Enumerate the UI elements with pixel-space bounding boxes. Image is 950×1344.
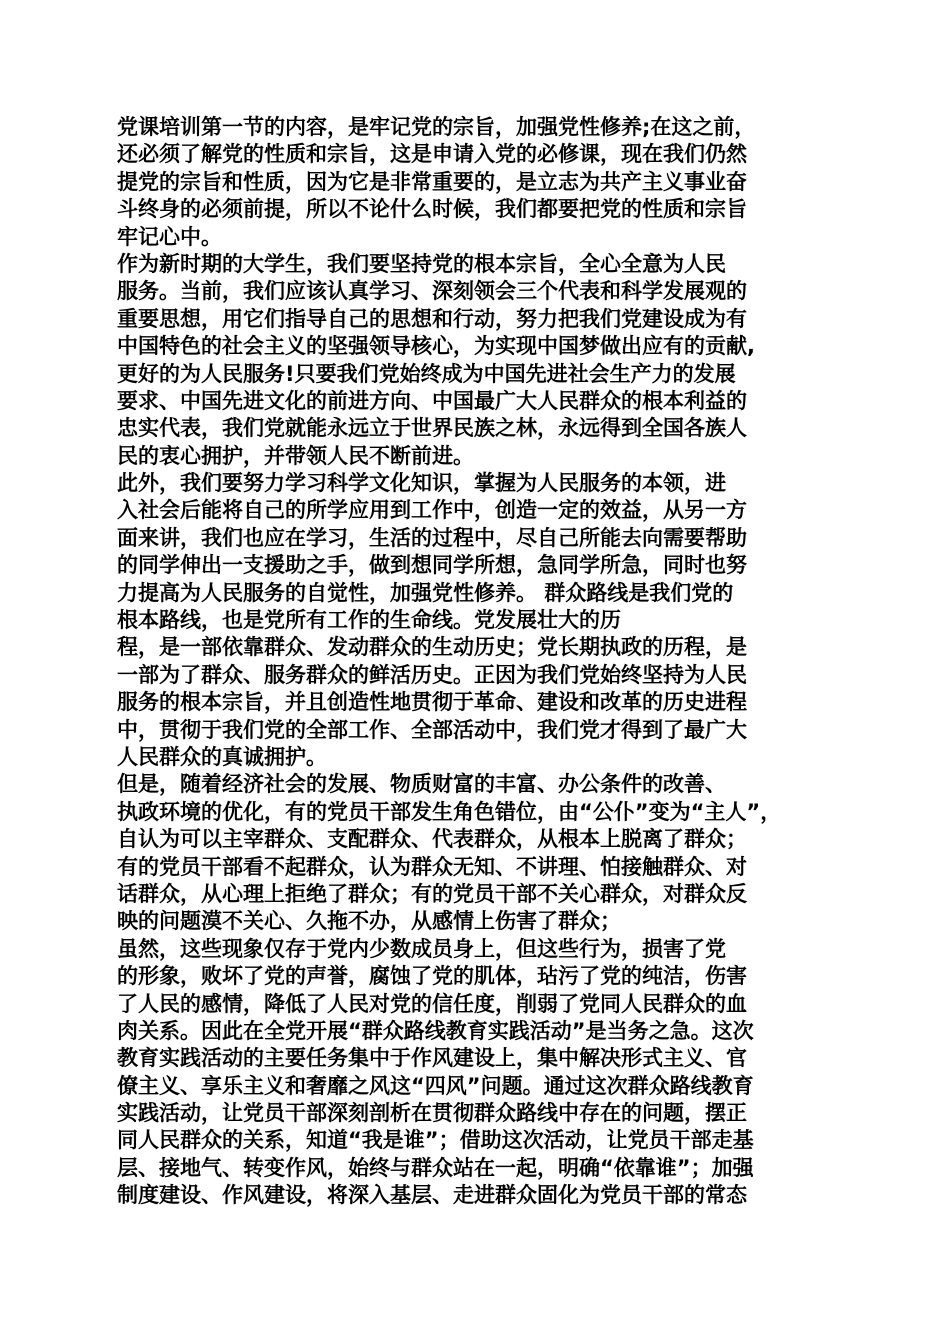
text-line: 力提高为人民服务的自觉性，加强党性修养。 群众路线是我们党的 (117, 580, 734, 605)
text-line: 有的党员干部看不起群众，认为群众无知、不讲理、怕接触群众、对 (117, 854, 747, 879)
document-body-text (117, 114, 847, 1210)
text-line: 人民群众的真诚拥护。 (117, 744, 327, 769)
text-line: 重要思想，用它们指导自己的思想和行动，努力把我们党建设成为有 (117, 306, 747, 331)
text-line: 的形象，败坏了党的声誉，腐蚀了党的肌体，玷污了党的纯洁，伤害 (117, 964, 747, 989)
text-line: 斗终身的必须前提，所以不论什么时候，我们都要把党的性质和宗旨 (117, 197, 747, 222)
text-line: 程，是一部依靠群众、发动群众的生动历史；党长期执政的历程，是 (117, 635, 747, 660)
text-line: 话群众，从心理上拒绝了群众；有的党员干部不关心群众，对群众反 (117, 881, 747, 906)
text-line: 服务。当前，我们应该认真学习、深刻领会三个代表和科学发展观的 (117, 279, 747, 304)
text-line: 映的问题漠不关心、久拖不办，从感情上伤害了群众； (117, 909, 621, 934)
text-line: 根本路线，也是党所有工作的生命线。党发展壮大的历 (117, 608, 621, 633)
text-line: 面来讲，我们也应在学习，生活的过程中，尽自己所能去向需要帮助 (117, 525, 747, 550)
text-line: 中国特色的社会主义的坚强领导核心，为实现中国梦做出应有的贡献, (117, 334, 755, 359)
text-line: 忠实代表，我们党就能永远立于世界民族之林，永远得到全国各族人 (117, 416, 747, 441)
text-line: 民的衷心拥护，并带领人民不断前进。 (117, 443, 474, 468)
text-line: 党课培训第一节的内容，是牢记党的宗旨，加强党性修养;在这之前， (117, 115, 756, 139)
text-line: 入社会后能将自己的所学应用到工作中，创造一定的效益，从另一方 (117, 498, 747, 523)
text-line: 服务的根本宗旨，并且创造性地贯彻于革命、建设和改革的历史进程 (117, 690, 747, 715)
text-line: 要求、中国先进文化的前进方向、中国最广大人民群众的根本利益的 (117, 388, 747, 413)
text-line: 的同学伸出一支援助之手，做到想同学所想，急同学所急，同时也努 (117, 553, 747, 578)
text-line: 制度建设、作风建设，将深入基层、走进群众固化为党员干部的常态 (117, 1183, 747, 1208)
text-line: 肉关系。因此在全党开展“群众路线教育实践活动”是当务之急。这次 (117, 1018, 754, 1043)
text-line: 实践活动，让党员干部深刻剖析在贯彻群众路线中存在的问题，摆正 (117, 1101, 747, 1126)
text-line: 作为新时期的大学生，我们要坚持党的根本宗旨，全心全意为人民 (117, 251, 726, 276)
text-line: 层、接地气、转变作风，始终与群众站在一起，明确“依靠谁”；加强 (117, 1155, 754, 1180)
text-line: 中，贯彻于我们党的全部工作、全部活动中，我们党才得到了最广大 (117, 717, 747, 742)
text-line: 执政环境的优化，有的党员干部发生角色错位，由“公仆”变为“主人”， (117, 799, 782, 824)
text-line: 但是，随着经济社会的发展、物质财富的丰富、办公条件的改善、 (117, 772, 726, 797)
text-line: 提党的宗旨和性质，因为它是非常重要的，是立志为共产主义事业奋 (117, 169, 747, 194)
text-line: 僚主义、享乐主义和奢靡之风这“四风”问题。通过这次群众路线教育 (117, 1073, 754, 1098)
text-line: 更好的为人民服务!只要我们党始终成为中国先进社会生产力的发展 (117, 361, 736, 386)
text-line: 还必须了解党的性质和宗旨，这是申请入党的必修课，现在我们仍然 (117, 142, 747, 167)
text-line: 同人民群众的关系，知道“我是谁”；借助这次活动，让党员干部走基 (117, 1128, 754, 1153)
text-line: 此外，我们要努力学习科学文化知识，掌握为人民服务的本领，进 (117, 471, 726, 496)
text-line: 教育实践活动的主要任务集中于作风建设上，集中解决形式主义、官 (117, 1046, 747, 1071)
text-line: 一部为了群众、服务群众的鲜活历史。正因为我们党始终坚持为人民 (117, 662, 747, 687)
text-line: 了人民的感情，降低了人民对党的信任度，削弱了党同人民群众的血 (117, 991, 747, 1016)
text-line: 自认为可以主宰群众、支配群众、代表群众，从根本上脱离了群众； (117, 827, 747, 852)
text-line: 虽然，这些现象仅存于党内少数成员身上，但这些行为，损害了党 (117, 936, 726, 961)
text-line: 牢记心中。 (117, 224, 222, 249)
